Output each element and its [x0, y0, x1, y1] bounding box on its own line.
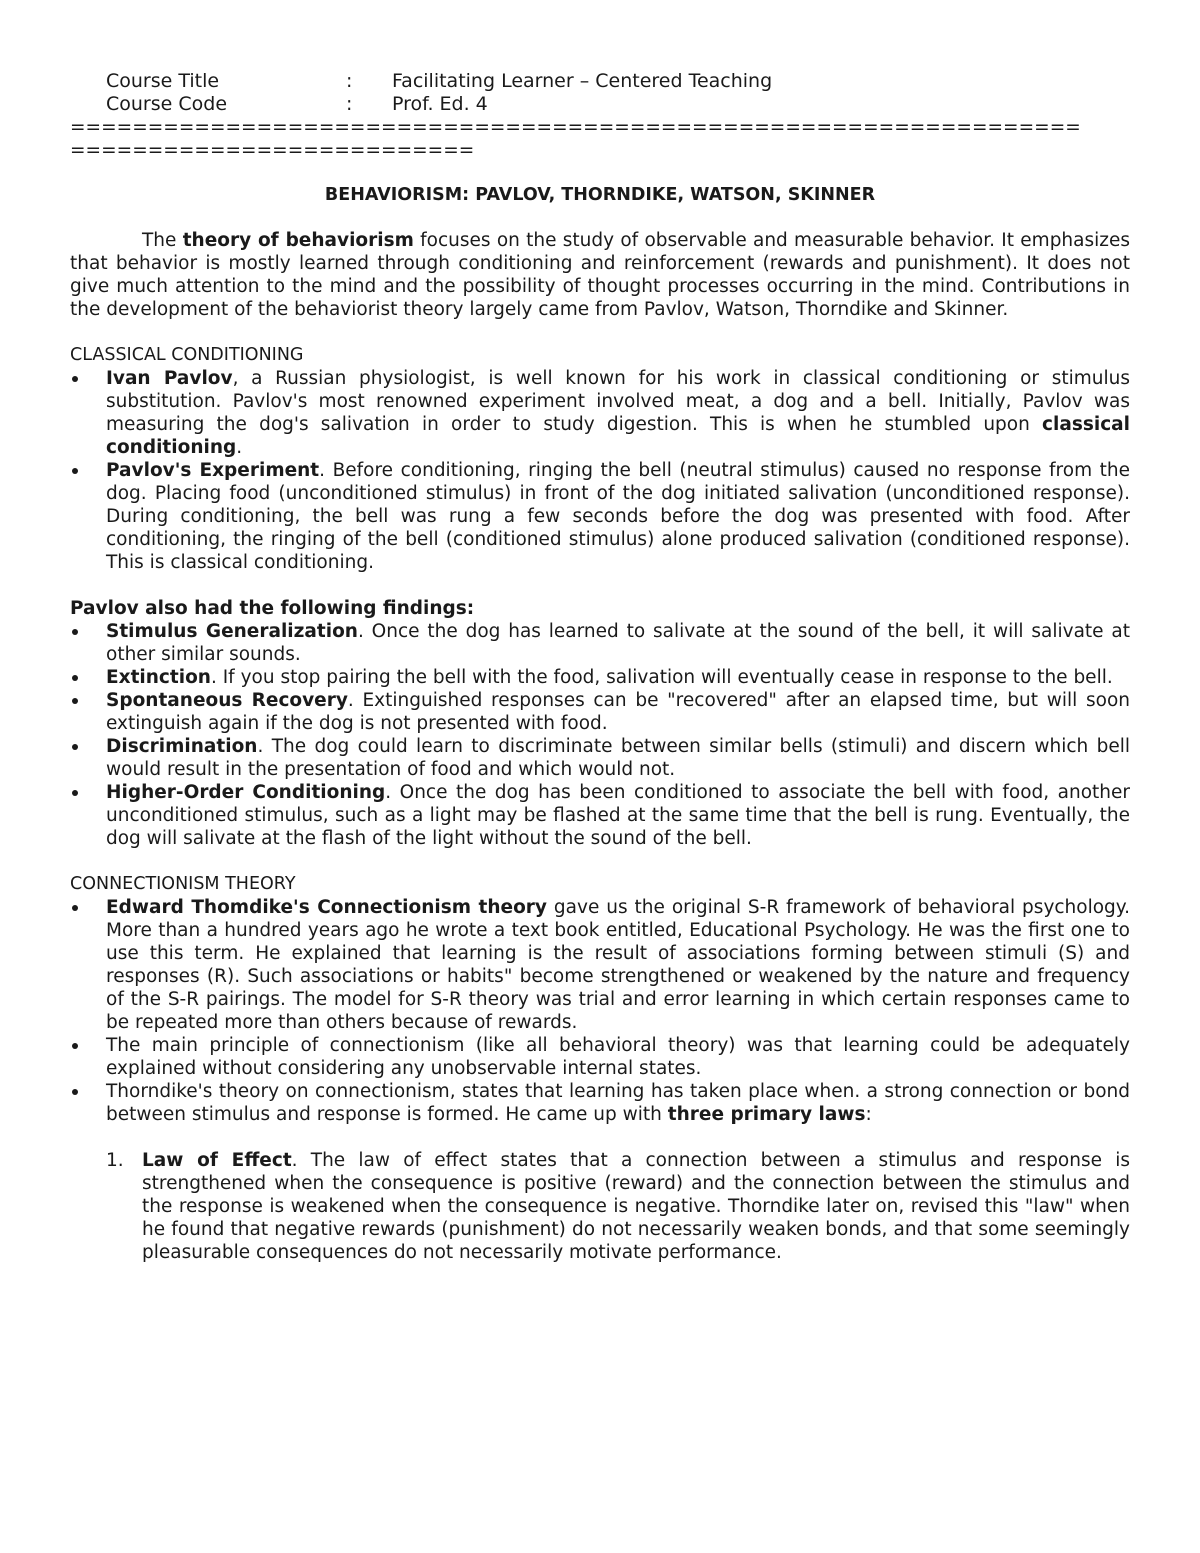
laws-list — [70, 1149, 1130, 1264]
classical-list — [70, 367, 1130, 459]
bullet-icon — [72, 468, 78, 474]
classical-conditioning-heading: CLASSICAL CONDITIONING — [70, 345, 304, 365]
course-code-label: Course Code — [106, 93, 228, 115]
bullet-icon — [72, 1043, 78, 1049]
item-text: . If you stop pairing the bell with the food, salivation will eventually cease in response to the bell. — [210, 667, 1113, 688]
item-bold: Ivan Pavlov — [106, 368, 233, 389]
bullet-icon — [72, 698, 78, 704]
course-code-colon: : — [346, 93, 353, 115]
item-bold: Law of Effect — [142, 1150, 292, 1171]
item-tail: . — [236, 437, 243, 458]
item-bold: Discrimination — [106, 736, 258, 757]
course-title-row — [106, 70, 1130, 93]
item-text: The main principle of connectionism (like all behavioral theory) was that learning could be adequately explained without considering any unobservable internal states. — [106, 1035, 1130, 1079]
item-text: . Extinguished responses can be "recovered" after an elapsed time, but will soon extinguish again if the dog is not presented with food. — [106, 690, 1130, 734]
course-title-value: Facilitating Learner – Centered Teaching — [392, 70, 773, 92]
findings-heading: Pavlov also had the following findings: — [70, 598, 475, 619]
divider-rule-2: ========================== — [70, 140, 475, 161]
list-item — [70, 896, 1130, 1034]
bullet-icon — [72, 376, 78, 382]
connectionism-heading: CONNECTIONISM THEORY — [70, 874, 296, 894]
intro-bold: theory of behaviorism — [182, 230, 414, 251]
list-item — [70, 620, 1130, 666]
bullet-icon — [72, 790, 78, 796]
bullet-icon — [72, 1089, 78, 1095]
classical-list-2 — [70, 459, 1130, 574]
list-item — [70, 1080, 1130, 1126]
item-text: Thorndike's theory on connectionism, states that learning has taken place when. a strong connection or bond between stimulus and response is formed. He came up with — [106, 1081, 1130, 1125]
document-page — [70, 70, 1130, 1264]
item-number: 1. — [106, 1150, 124, 1171]
course-title-colon: : — [346, 70, 353, 92]
item-bold: Stimulus Generalization — [106, 621, 358, 642]
intro-lead: The — [142, 230, 183, 251]
item-text: . Once the dog has been conditioned to associate the bell with food, another unconditioned stimulus, such as a light may be flashed at the same time that the bell is rung. Eventually, the dog will salivate at the flash of the light without the sound of the bell. — [106, 782, 1130, 849]
list-item — [70, 1149, 1130, 1264]
intro-paragraph — [70, 229, 1130, 321]
document-title: BEHAVIORISM: PAVLOV, THORNDIKE, WATSON, SKINNER — [324, 185, 876, 205]
item-bold: Higher-Order Conditioning — [106, 782, 386, 803]
connectionism-list-2 — [70, 1034, 1130, 1080]
list-item — [70, 367, 1130, 459]
bullet-icon — [72, 905, 78, 911]
item-bold-2: classical conditioning — [106, 414, 1130, 458]
course-code-row — [106, 93, 1130, 116]
findings-list — [70, 620, 1130, 850]
list-item — [70, 459, 1130, 574]
item-text: , a Russian physiologist, is well known for his work in classical conditioning or stimulus substitution. Pavlov's most renowned experiment involved meat, a dog and a bell. Initially, Pavlov was measuring the dog's salivation in order to study digestion. This is when he stumbled upon — [106, 368, 1130, 435]
course-title-label: Course Title — [106, 70, 220, 92]
course-code-value: Prof. Ed. 4 — [392, 93, 488, 115]
item-bold: Pavlov's Experiment — [106, 460, 320, 481]
bullet-icon — [72, 744, 78, 750]
item-bold: Edward Thomdike's Connectionism theory — [106, 897, 547, 918]
item-bold: three primary laws — [667, 1104, 866, 1125]
connectionism-list-1 — [70, 896, 1130, 1034]
bullet-icon — [72, 675, 78, 681]
item-text: . The dog could learn to discriminate between similar bells (stimuli) and discern which bell would result in the presentation of food and which would not. — [106, 736, 1130, 780]
item-text: gave us the original S-R framework of behavioral psychology. More than a hundred years ago he wrote a text book entitled, Educational Psychology. He was the first one to use this term. He explained that learning is the result of associations forming between stimuli (S) and responses (R). Such associations or habits" become strengthened or weakened by the nature and frequency of the S-R pairings. The model for S-R theory was trial and error learning in which certain responses came to be repeated more than others because of rewards. — [106, 897, 1130, 1033]
item-tail: : — [865, 1104, 872, 1125]
list-item — [70, 1034, 1130, 1080]
list-item — [70, 689, 1130, 735]
item-bold: Extinction — [106, 667, 211, 688]
list-item — [70, 666, 1130, 689]
item-text: . Once the dog has learned to salivate at the sound of the bell, it will salivate at other similar sounds. — [106, 621, 1130, 665]
list-item — [70, 781, 1130, 850]
bullet-icon — [72, 629, 78, 635]
intro-rest: focuses on the study of observable and measurable behavior. It emphasizes that behavior is mostly learned through conditioning and reinforcement (rewards and punishment). It does not give much attention to the mind and the possibility of thought processes occurring in the mind. Contributions in the development of the behaviorist theory largely came from Pavlov, Watson, Thorndike and Skinner. — [70, 230, 1131, 320]
list-item — [70, 735, 1130, 781]
connectionism-list-3 — [70, 1080, 1130, 1126]
item-text: . The law of effect states that a connection between a stimulus and response is strengthened when the consequence is positive (reward) and the connection between the stimulus and the response is weakened when the consequence is negative. Thorndike later on, revised this "law" when he found that negative rewards (punishment) do not necessarily weaken bonds, and that some seemingly pleasurable consequences do not necessarily motivate performance. — [142, 1150, 1130, 1263]
divider-rule-1: ================================================================= — [70, 117, 1081, 138]
item-bold: Spontaneous Recovery — [106, 690, 348, 711]
item-text: . Before conditioning, ringing the bell (neutral stimulus) caused no response from the dog. Placing food (unconditioned stimulus) in front of the dog initiated salivation (unconditioned response). During conditioning, the bell was rung a few seconds before the dog was presented with food. After conditioning, the ringing of the bell (conditioned stimulus) alone produced salivation (conditioned response). This is classical conditioning. — [106, 460, 1130, 573]
